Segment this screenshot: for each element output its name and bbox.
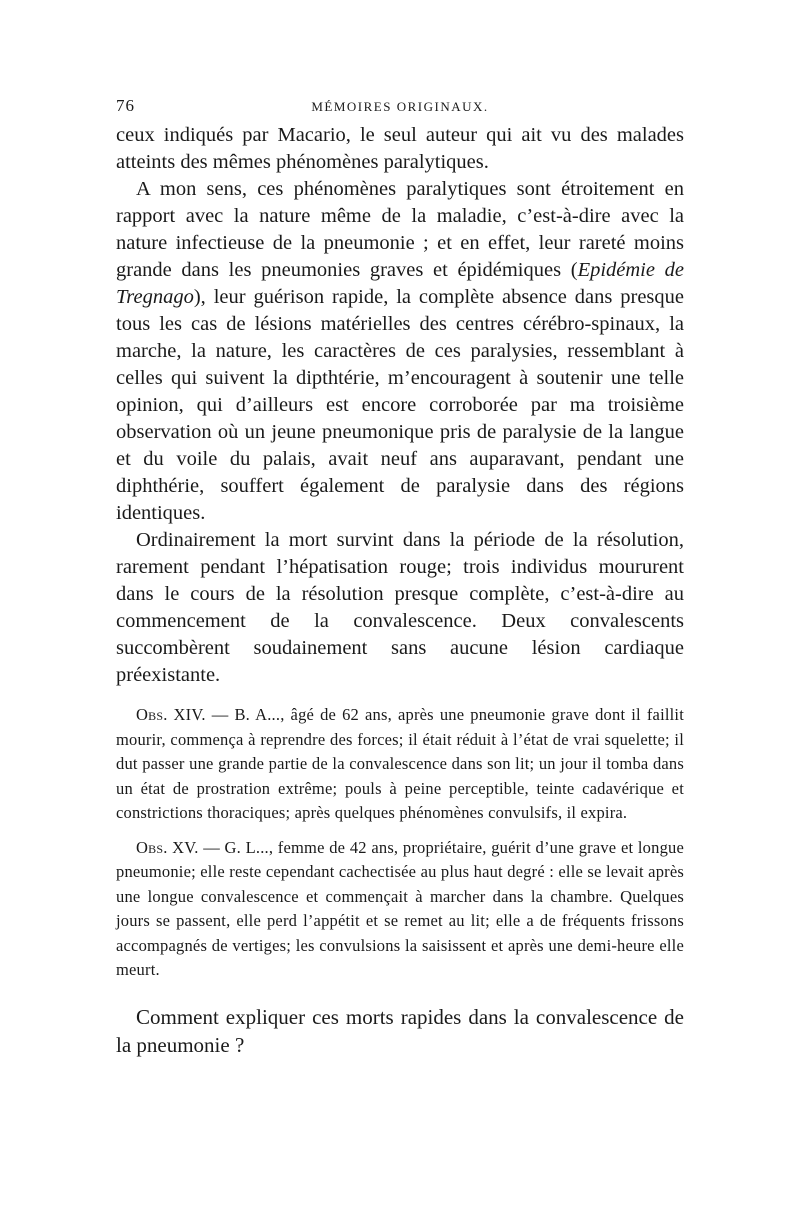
observation-text: — G. L..., femme de 42 ans, propriétaire, guérit d’une grave et longue pneumonie; elle reste cependant cachectisée au plus haut degré : elle se levait après une longue convalescence et commençait à marcher dans la chambre. Quelques jours se passent, elle perd l’appétit et se remet au lit; elle a de fréquents frissons accompagnés de vertiges; les convulsions la saisissent et après une demi-heure elle meurt. xyxy=(116,837,684,979)
paragraph-mortality: Ordinairement la mort survint dans la période de la résolution, rarement pendant l’hépatisation rouge; trois individus moururent dans le cours de la résolution presque complète, c’est-à-dire au commencement de la convalescence. Deux convalescents succombèrent soudainement sans aucune lésion cardiaque préexistante. xyxy=(116,529,684,686)
paragraph-continuation: ceux indiqués par Macario, le seul auteur qui ait vu des malades atteints des mêmes phénomènes paralytiques. xyxy=(116,124,684,173)
question-section xyxy=(116,1003,684,1059)
paragraph-text: A mon sens, ces phénomènes paralytiques sont étroitement en rapport avec la nature même de la maladie, c’est-à-dire avec la nature infectieuse de la pneumonie ; et en effet, leur rareté moins grande dans les pneumonies graves et épidémiques ( xyxy=(116,178,684,281)
question-heading: Comment expliquer ces morts rapides dans la convalescence de la pneumonie ? xyxy=(116,1004,684,1057)
paragraph-text: ), leur guérison rapide, la complète absence dans presque tous les cas de lésions matérielles des centres cérébro-spinaux, la marche, la nature, les caractères de ces paralysies, ressemblant à celles qui suivent la dipthtérie, m’encouragent à soutenir une telle opinion, qui d’ailleurs est encore corroborée par ma troisième observation où un jeune pneumonique pris de paralysie de la langue et du voile du palais, avait neuf ans auparavant, pendant une diphthérie, souffert également de paralysie dans des régions identiques. xyxy=(116,286,684,524)
observations xyxy=(116,703,684,983)
book-page xyxy=(116,96,684,1059)
body-text xyxy=(116,122,684,689)
paragraph-paralysis-opinion xyxy=(116,176,684,527)
observation-label: Obs. XIV. xyxy=(136,705,206,724)
running-head-title: MÉMOIRES ORIGINAUX. xyxy=(311,99,489,114)
observation-xiv xyxy=(116,703,684,826)
observation-label: Obs. XV. xyxy=(136,837,199,857)
observation-xv xyxy=(116,836,684,983)
italic-citation: Epidémie de Tregnago xyxy=(116,259,684,308)
page-number: 76 xyxy=(116,96,135,115)
running-head xyxy=(116,96,684,122)
observation-text: — B. A..., âgé de 62 ans, après une pneumonie grave dont il faillit mourir, commença à reprendre des forces; il était réduit à l’état de vrai squelette; il dut passer une grande partie de la convalescence dans son lit; un jour il tomba dans un état de prostration extrême; pouls à peine perceptible, teinte cadavérique et constrictions thoraciques; après quelques phénomènes convulsifs, il expira. xyxy=(116,705,685,822)
